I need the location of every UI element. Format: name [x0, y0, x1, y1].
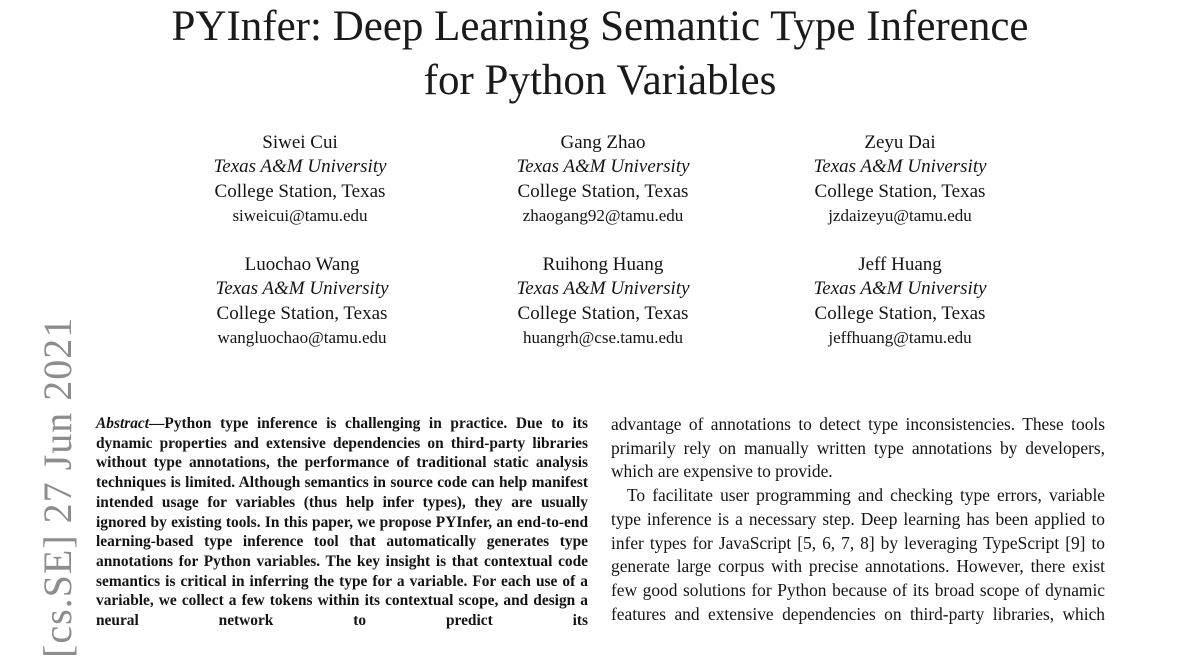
author-location: College Station, Texas: [814, 302, 986, 324]
author-email: jeffhuang@tamu.edu: [828, 327, 972, 347]
author-block: [453, 253, 753, 350]
author-email: zhaogang92@tamu.edu: [522, 205, 684, 225]
author-location: College Station, Texas: [517, 180, 689, 202]
paper-title-line-2: for Python Variables: [423, 57, 777, 104]
author-location: College Station, Texas: [214, 180, 386, 202]
author-location: College Station, Texas: [814, 180, 986, 202]
author-name: Gang Zhao: [560, 132, 646, 153]
author-affiliation: Texas A&M University: [813, 156, 987, 178]
abstract-label: Abstract: [96, 415, 150, 432]
paper-title-line-1: PYInfer: Deep Learning Semantic Type Inference: [171, 3, 1029, 50]
author-email: siweicui@tamu.edu: [232, 205, 368, 225]
author-affiliation: Texas A&M University: [213, 156, 387, 178]
body-paragraph: advantage of annotations to detect type inconsistencies. These tools primarily rely on manually written type annotations by developers, which are expensive to provide.: [611, 414, 1105, 482]
abstract-text: —Python type inference is challenging in practice. Due to its dynamic properties and extensive dependencies on third-party libraries without type annotations, the performance of traditional static analysis techniques is limited. Although semantics in source code can help manifest intended usage for variables (thus help infer types), they are usually ignored by existing tools. In this paper, we propose PYInfer, an end-to-end learning-based type inference tool that automatically generates type annotations for Python variables. The key insight is that contextual code semantics is critical in inferring the type for a variable. For each use of a variable, we collect a few tokens within its contextual scope, and design a neural network to predict its: [96, 415, 588, 630]
author-email: jzdaizeyu@tamu.edu: [828, 205, 972, 225]
author-affiliation: Texas A&M University: [813, 278, 987, 300]
author-block: [152, 253, 452, 350]
author-affiliation: Texas A&M University: [516, 278, 690, 300]
body-paragraph: To facilitate user programming and checking type errors, variable type inference is a necessary step. Deep learning has been applied to infer types for JavaScript [5, 6, 7, 8] by leveraging TypeScript [9] to generate large corpus with precise annotations. However, there exist few good solutions for Python because of its broad scope of dynamic features and extensive dependencies on third-party libraries, which: [611, 485, 1105, 624]
author-location: College Station, Texas: [517, 302, 689, 324]
author-block: [750, 253, 1050, 350]
author-block: [453, 131, 753, 228]
author-name: Ruihong Huang: [542, 254, 664, 275]
right-column: [611, 413, 1105, 626]
abstract: [96, 414, 588, 631]
author-block: [750, 131, 1050, 228]
author-email: wangluochao@tamu.edu: [217, 327, 387, 347]
author-name: Zeyu Dai: [864, 132, 936, 153]
author-email: huangrh@cse.tamu.edu: [522, 327, 684, 347]
author-name: Siwei Cui: [262, 132, 338, 153]
arxiv-stamp-text: [cs.SE] 27 Jun 2021: [35, 316, 80, 658]
author-block: [150, 131, 450, 228]
author-name: Luochao Wang: [244, 254, 360, 275]
paper-title: [0, 0, 1200, 108]
author-affiliation: Texas A&M University: [215, 278, 389, 300]
author-affiliation: Texas A&M University: [516, 156, 690, 178]
author-name: Jeff Huang: [858, 254, 942, 275]
author-location: College Station, Texas: [216, 302, 388, 324]
